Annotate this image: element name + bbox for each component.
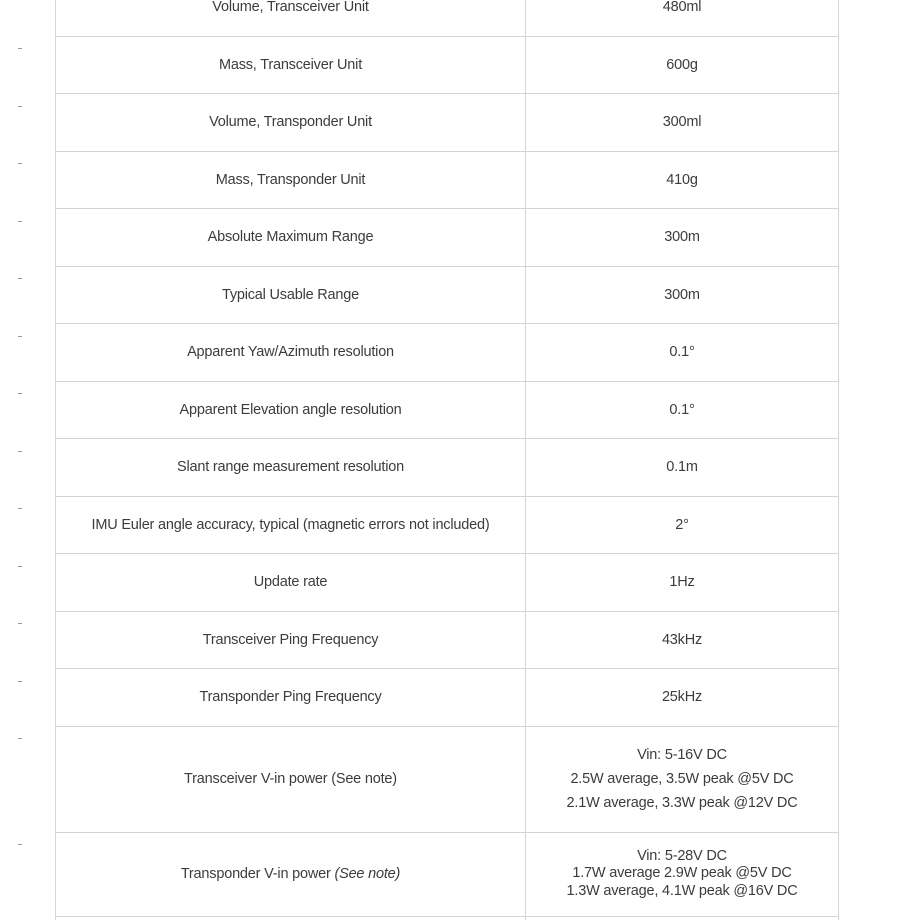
parameter-cell: Mass, Transponder Unit	[56, 151, 526, 209]
power-line: 1.3W average, 4.1W peak @16V DC	[566, 882, 798, 899]
parameter-cell: IMU Euler angle accuracy, typical (magnetic errors not included)	[56, 496, 526, 554]
table-row	[56, 266, 839, 324]
value-cell: 1Hz	[526, 554, 839, 612]
margin-dash	[18, 844, 22, 845]
parameter-cell: Transceiver V-in power (See note)	[56, 726, 526, 832]
value-cell: 480ml	[526, 0, 839, 36]
parameter-cell: Absolute Maximum Range	[56, 209, 526, 267]
margin-dash	[18, 508, 22, 509]
power-line: Vin: 5-28V DC	[637, 847, 727, 864]
power-line: 2.1W average, 3.3W peak @12V DC	[566, 795, 798, 811]
parameter-cell: Apparent Elevation angle resolution	[56, 381, 526, 439]
parameter-cell: Transceiver Ping Frequency	[56, 611, 526, 669]
parameter-cell: Slant range measurement resolution	[56, 439, 526, 497]
see-note-text: (See note)	[334, 866, 401, 882]
margin-dash	[18, 451, 22, 452]
table-row-transceiver-power	[56, 726, 839, 832]
parameter-cell: Update rate	[56, 554, 526, 612]
value-cell: 300ml	[526, 94, 839, 152]
table-row	[56, 324, 839, 382]
table-row-transponder-power	[56, 832, 839, 916]
table-row	[56, 151, 839, 209]
value-cell: 0.1m	[526, 439, 839, 497]
value-cell: 300m	[526, 209, 839, 267]
power-line: 1.7W average 2.9W peak @5V DC	[572, 865, 792, 882]
table-row	[56, 94, 839, 152]
value-cell: 2°	[526, 496, 839, 554]
table-row	[56, 439, 839, 497]
margin-dash	[18, 681, 22, 682]
table-row-partial	[56, 916, 839, 920]
value-cell	[526, 726, 839, 832]
table-row	[56, 496, 839, 554]
margin-dash	[18, 336, 22, 337]
table-row	[56, 669, 839, 727]
parameter-main-text: Transponder V-in power	[180, 866, 331, 882]
value-cell: 0.1°	[526, 381, 839, 439]
parameter-cell: Typical Usable Range	[56, 266, 526, 324]
margin-dash	[18, 278, 22, 279]
specifications-table	[55, 0, 839, 920]
parameter-cell: Apparent Yaw/Azimuth resolution	[56, 324, 526, 382]
table-row	[56, 0, 839, 36]
margin-dash	[18, 48, 22, 49]
parameter-cell: Volume, Transceiver Unit	[56, 0, 526, 36]
table-row	[56, 554, 839, 612]
value-cell: 300m	[526, 266, 839, 324]
value-cell	[526, 916, 839, 920]
parameter-cell: Mass, Transceiver Unit	[56, 36, 526, 94]
value-cell: 25kHz	[526, 669, 839, 727]
power-line: 2.5W average, 3.5W peak @5V DC	[570, 771, 794, 787]
margin-dash	[18, 738, 22, 739]
power-line: Vin: 5-16V DC	[637, 747, 727, 763]
margin-dash	[18, 221, 22, 222]
parameter-cell	[56, 916, 526, 920]
value-cell: 600g	[526, 36, 839, 94]
table-row	[56, 381, 839, 439]
value-cell: 43kHz	[526, 611, 839, 669]
table-row	[56, 209, 839, 267]
margin-dash	[18, 623, 22, 624]
value-cell	[526, 832, 839, 916]
parameter-cell: Volume, Transponder Unit	[56, 94, 526, 152]
margin-dash	[18, 163, 22, 164]
margin-dash	[18, 393, 22, 394]
value-cell: 0.1°	[526, 324, 839, 382]
margin-dash	[18, 566, 22, 567]
parameter-cell: Transponder Ping Frequency	[56, 669, 526, 727]
margin-dash	[18, 106, 22, 107]
value-cell: 410g	[526, 151, 839, 209]
parameter-cell	[56, 832, 526, 916]
table-row	[56, 611, 839, 669]
table-row	[56, 36, 839, 94]
